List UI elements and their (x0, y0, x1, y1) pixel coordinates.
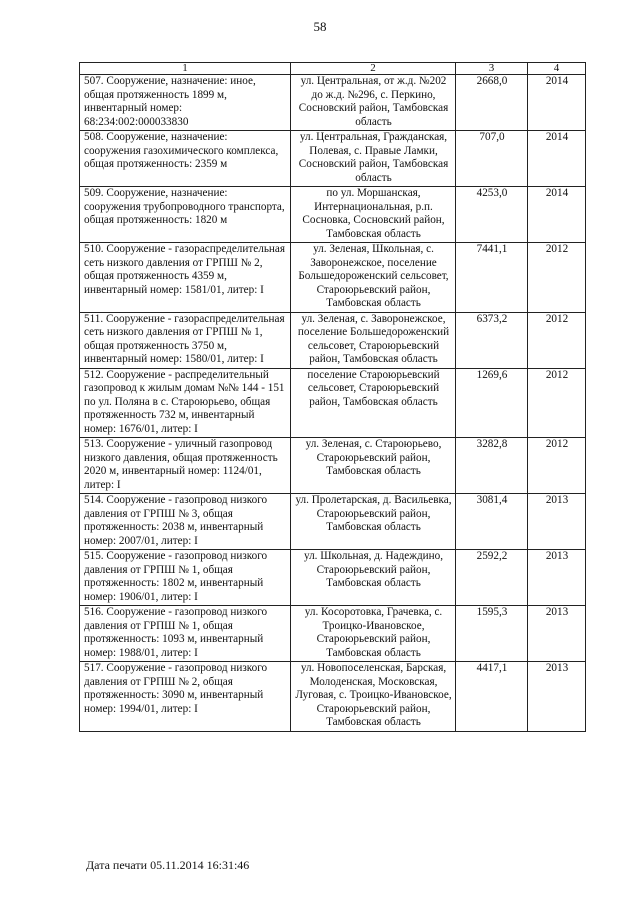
object-address: поселение Староюрьевский сельсовет, Староюрьевский район, Тамбовская область (291, 368, 456, 438)
table-row (80, 494, 586, 550)
table-row (80, 438, 586, 494)
object-year: 2012 (528, 312, 586, 368)
table-row (80, 243, 586, 313)
object-value: 3081,4 (456, 494, 528, 550)
table-row (80, 75, 586, 131)
object-description: 511. Сооружение - газораспределительная сеть низкого давления от ГРПШ № 1, общая протяженность 3750 м, инвентарный номер: 1580/01, литер: I (80, 312, 291, 368)
object-address: ул. Пролетарская, д. Васильевка, Староюрьевский район, Тамбовская область (291, 494, 456, 550)
table-row (80, 662, 586, 732)
object-year: 2014 (528, 75, 586, 131)
object-year: 2014 (528, 131, 586, 187)
object-year: 2013 (528, 662, 586, 732)
object-description: 512. Сооружение - распределительный газопровод к жилым домам №№ 144 - 151 по ул. Поляна в с. Староюрьево, общая протяженность 732 м, инвентарный номер: 1676/01, литер: I (80, 368, 291, 438)
object-value: 4417,1 (456, 662, 528, 732)
object-description: 514. Сооружение - газопровод низкого давления от ГРПШ № 3, общая протяженность: 2038 м, инвентарный номер: 2007/01, литер: I (80, 494, 291, 550)
column-number-row (80, 63, 586, 75)
object-description: 516. Сооружение - газопровод низкого давления от ГРПШ № 1, общая протяженность: 1093 м, инвентарный номер: 1988/01, литер: I (80, 606, 291, 662)
table-row (80, 368, 586, 438)
object-year: 2013 (528, 550, 586, 606)
object-description: 515. Сооружение - газопровод низкого давления от ГРПШ № 1, общая протяженность: 1802 м, инвентарный номер: 1906/01, литер: I (80, 550, 291, 606)
object-address: ул. Новопоселенская, Барская, Молоденская, Московская, Луговая, с. Троицко-Ивановское, Староюрьевский район, Тамбовская область (291, 662, 456, 732)
column-header-3: 3 (456, 63, 528, 75)
object-value: 7441,1 (456, 243, 528, 313)
table-row (80, 312, 586, 368)
object-year: 2012 (528, 438, 586, 494)
object-value: 4253,0 (456, 187, 528, 243)
object-value: 707,0 (456, 131, 528, 187)
object-description: 509. Сооружение, назначение: сооружения трубопроводного транспорта, общая протяженность: 1820 м (80, 187, 291, 243)
object-description: 513. Сооружение - уличный газопровод низкого давления, общая протяженность 2020 м, инвентарный номер: 1124/01, литер: I (80, 438, 291, 494)
column-header-2: 2 (291, 63, 456, 75)
object-address: ул. Зеленая, с. Староюрьево, Староюрьевский район, Тамбовская область (291, 438, 456, 494)
object-year: 2012 (528, 243, 586, 313)
column-header-1: 1 (80, 63, 291, 75)
object-year: 2013 (528, 494, 586, 550)
object-address: ул. Центральная, от ж.д. №202 до ж.д. №296, с. Перкино, Сосновский район, Тамбовская область (291, 75, 456, 131)
object-value: 1595,3 (456, 606, 528, 662)
object-description: 507. Сооружение, назначение: иное, общая протяженность 1899 м, инвентарный номер: 68:234:002:000033830 (80, 75, 291, 131)
print-date: Дата печати 05.11.2014 16:31:46 (86, 858, 250, 872)
object-address: ул. Центральная, Гражданская, Полевая, с. Правые Ламки, Сосновский район, Тамбовская область (291, 131, 456, 187)
object-address: ул. Школьная, д. Надеждино, Староюрьевский район, Тамбовская область (291, 550, 456, 606)
object-address: ул. Косоротовка, Грачевка, с. Троицко-Ивановское, Староюрьевский район, Тамбовская область (291, 606, 456, 662)
object-description: 508. Сооружение, назначение: сооружения газохимического комплекса, общая протяженность: 2359 м (80, 131, 291, 187)
object-year: 2012 (528, 368, 586, 438)
page-number: 58 (313, 19, 327, 34)
object-value: 6373,2 (456, 312, 528, 368)
object-address: по ул. Моршанская, Интернациональная, р.п. Сосновка, Сосновский район, Тамбовская область (291, 187, 456, 243)
table-row (80, 606, 586, 662)
object-address: ул. Зеленая, Школьная, с. Заворонежское, поселение Большедороженский сельсовет, Староюрьевский район, Тамбовская область (291, 243, 456, 313)
object-year: 2013 (528, 606, 586, 662)
object-description: 510. Сооружение - газораспределительная сеть низкого давления от ГРПШ № 2, общая протяженность 4359 м, инвентарный номер: 1581/01, литер: I (80, 243, 291, 313)
object-value: 2668,0 (456, 75, 528, 131)
table-row (80, 550, 586, 606)
object-description: 517. Сооружение - газопровод низкого давления от ГРПШ № 2, общая протяженность: 3090 м, инвентарный номер: 1994/01, литер: I (80, 662, 291, 732)
object-value: 3282,8 (456, 438, 528, 494)
table-row (80, 131, 586, 187)
column-header-4: 4 (528, 63, 586, 75)
table-row (80, 187, 586, 243)
object-value: 1269,6 (456, 368, 528, 438)
object-year: 2014 (528, 187, 586, 243)
property-registry-table (79, 62, 586, 732)
object-value: 2592,2 (456, 550, 528, 606)
object-address: ул. Зеленая, с. Заворонежское, поселение Большедороженский сельсовет, Староюрьевский район, Тамбовская область (291, 312, 456, 368)
